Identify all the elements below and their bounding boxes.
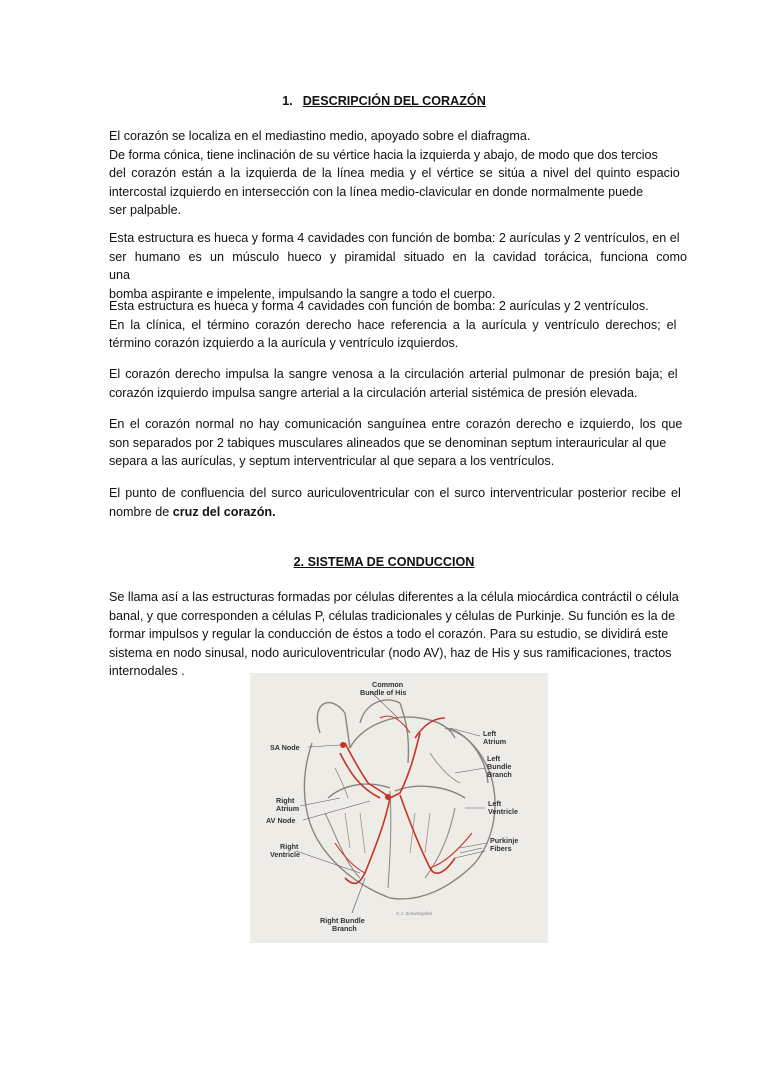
text-line: En la clínica, el término corazón derecho hace referencia a la aurícula y ventrículo derechos; el (109, 317, 677, 332)
paragraph-clinic (109, 297, 687, 353)
label-left-bundle-2: Bundle (487, 762, 512, 771)
heart-diagram (250, 673, 548, 943)
paragraph-circulation (109, 365, 687, 402)
label-right-ventricle-2: Ventricle (270, 850, 300, 859)
text-line: Se llama así a las estructuras formadas por células diferentes a la célula miocárdica contráctil o célula (109, 590, 679, 604)
text-line: intercostal izquierdo en intersección con la línea medio-clavicular en donde normalmente puede (109, 184, 644, 199)
label-sa-node: SA Node (270, 743, 300, 752)
av-node-mark (385, 794, 391, 800)
text-line: formar impulsos y regular la conducción de éstos a todo el corazón. Para su estudio, se dividirá este (109, 627, 669, 641)
text-line: del corazón están a la izquierda de la línea media y el vértice se sitúa a nivel del quinto espacio (109, 166, 680, 180)
label-right-atrium-2: Atrium (276, 804, 300, 813)
paragraph-crux (109, 484, 687, 521)
label-right-atrium: Right (276, 796, 295, 805)
label-left-atrium: Left (483, 729, 497, 738)
paragraph-structure (109, 229, 687, 303)
label-common-bundle: Common (372, 680, 404, 689)
crux-bold-term: cruz del corazón. (172, 504, 276, 519)
crux-prefix: nombre de (109, 504, 173, 519)
text-line: bomba aspirante e impelente, impulsando la sangre a todo el cuerpo. (109, 286, 496, 301)
label-common-bundle-2: Bundle of His (360, 688, 407, 697)
text-line: Esta estructura es hueca y forma 4 cavidades con función de bomba: 2 aurículas y 2 ventrículos. (109, 299, 649, 313)
text-line: El corazón derecho impulsa la sangre venosa a la circulación arterial pulmonar de presión baja; el (109, 367, 678, 381)
text-line: Esta estructura es hueca y forma 4 cavidades con función de bomba: 2 aurículas y 2 ventrículos, en el (109, 231, 680, 245)
label-right-bundle-2: Branch (332, 924, 357, 933)
label-av-node: AV Node (266, 816, 296, 825)
section-1-title: DESCRIPCIÓN DEL CORAZÓN (302, 94, 486, 108)
label-purkinje-2: Fibers (490, 844, 512, 853)
label-left-ventricle-2: Ventricle (488, 807, 518, 816)
label-purkinje: Purkinje (490, 836, 519, 845)
paragraph-septum (109, 415, 687, 471)
heart-conduction-figure (250, 673, 548, 943)
text-line: corazón izquierdo impulsa sangre arterial a la circulación arterial sistémica de presión elevada. (109, 385, 638, 400)
text-line: El corazón se localiza en el mediastino medio, apoyado sobre el diafragma. (109, 129, 531, 143)
paragraph-conduction (109, 588, 687, 681)
label-right-bundle: Right Bundle (320, 916, 365, 925)
text-line (109, 503, 687, 522)
sa-node-mark (340, 742, 346, 748)
text-line: separa a las aurículas, y septum interventricular al que separa a los ventrículos. (109, 454, 555, 468)
section-2-heading (0, 555, 768, 569)
text-line: De forma cónica, tiene inclinación de su vértice hacia la izquierda y abajo, de modo que dos tercios (109, 147, 658, 162)
label-left-ventricle: Left (488, 799, 502, 808)
section-1-number: 1. (282, 94, 293, 108)
conduction-pathway (335, 716, 487, 883)
label-left-bundle-3: Branch (487, 770, 512, 779)
text-line: sistema en nodo sinusal, nodo auriculoventricular (nodo AV), haz de His y sus ramificaciones, tractos (109, 645, 672, 660)
text-line: En el corazón normal no hay comunicación sanguínea entre corazón derecho e izquierdo, los que (109, 417, 683, 431)
label-left-bundle: Left (487, 754, 501, 763)
text-line: banal, y que corresponden a células P, células tradicionales y células de Purkinje. Su función es la de (109, 608, 676, 623)
section-1-heading (0, 94, 768, 108)
text-line: término corazón izquierdo a la aurícula y ventrículo izquierdos. (109, 336, 459, 350)
paragraph-location (109, 127, 687, 220)
text-line: El punto de confluencia del surco auriculoventricular con el surco interventricular posterior recibe el (109, 486, 681, 500)
label-left-atrium-2: Atrium (483, 737, 507, 746)
text-line: internodales . (109, 664, 185, 678)
label-right-ventricle: Right (280, 842, 299, 851)
text-line: ser humano es un músculo hueco y piramidal situado en la cavidad torácica, funciona como una (109, 249, 687, 282)
section-2-title: 2. SISTEMA DE CONDUCCION (293, 555, 475, 569)
text-line: ser palpable. (109, 203, 182, 217)
text-line: son separados por 2 tabiques musculares alineados que se denominan septum interauricular al que (109, 435, 667, 450)
artist-signature: G.J. Schwitzgebel (396, 911, 433, 916)
